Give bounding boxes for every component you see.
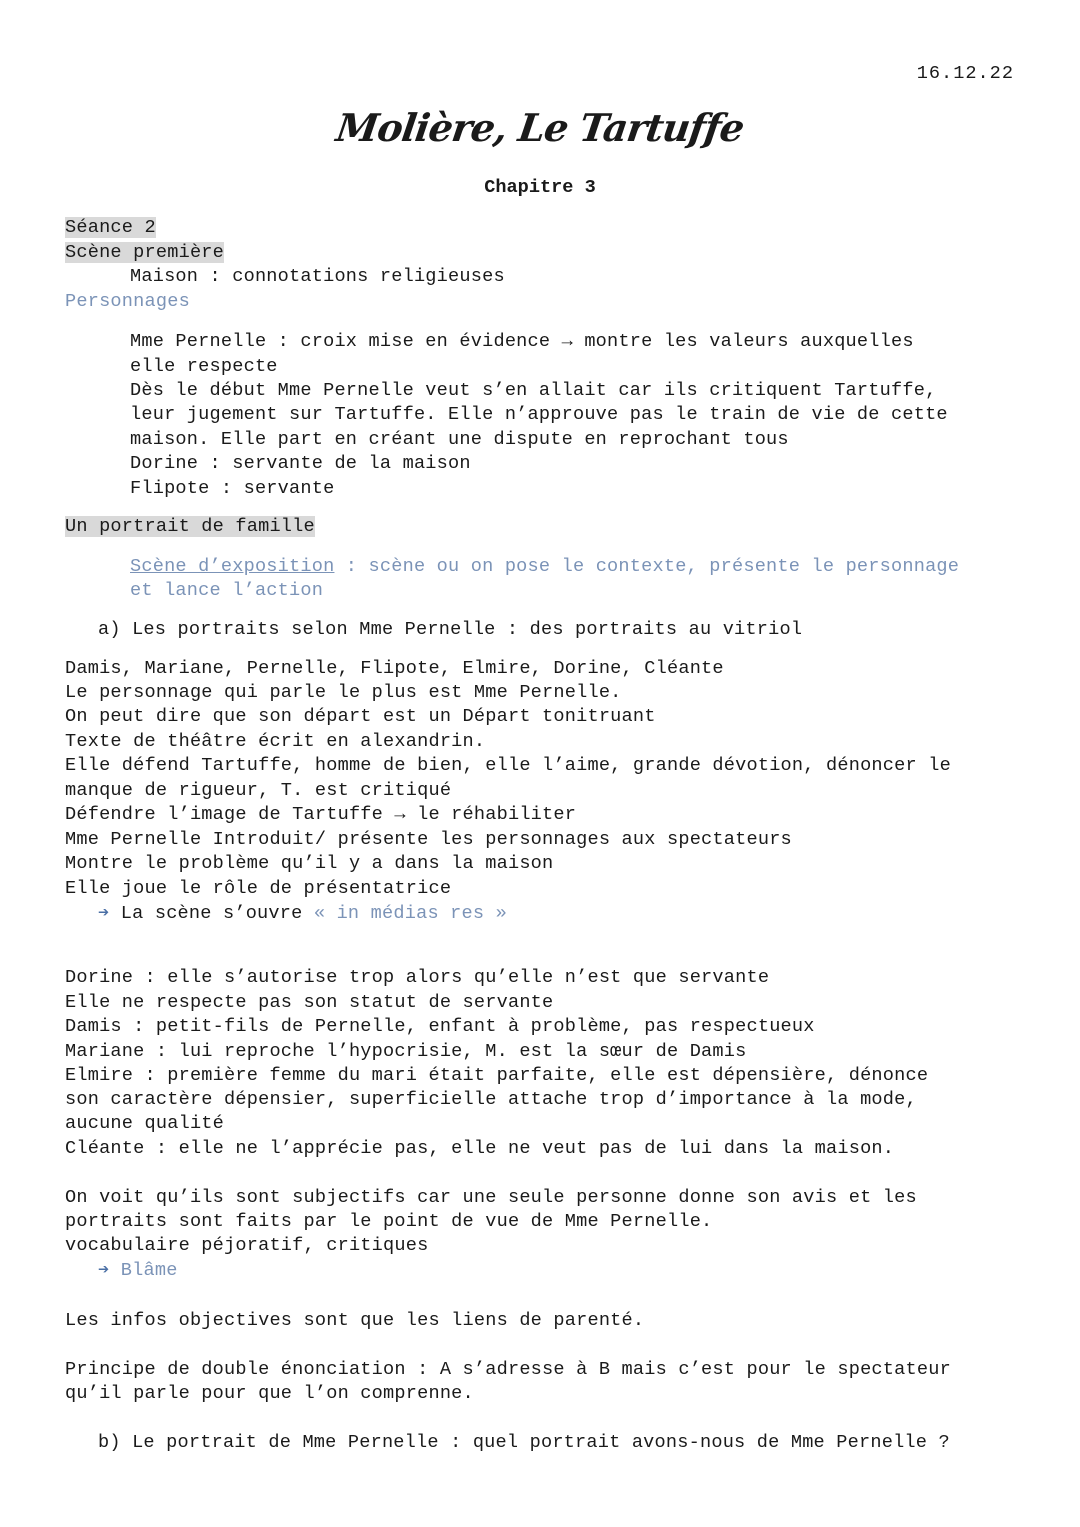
text-line: Mme Pernelle Introduit/ présente les personnages aux spectateurs: [65, 829, 792, 850]
portrait-heading: Un portrait de famille: [65, 516, 315, 537]
scene-heading: Scène première: [65, 242, 225, 263]
section-a-heading: a) Les portraits selon Mme Pernelle : des portraits au vitriol: [98, 619, 803, 640]
pernelle-line: elle respecte: [130, 356, 278, 377]
chapter-heading: Chapitre 3: [484, 177, 596, 198]
arrow-icon: ➔: [98, 1260, 110, 1281]
exposition-definition: Scène d’exposition : scène ou on pose le contexte, présente le personnage: [130, 556, 960, 577]
text-line: Les infos objectives sont que les liens de parenté.: [65, 1310, 645, 1331]
arrow-line: ➔ La scène s’ouvre « in médias res »: [98, 903, 507, 924]
date: 16.12.22: [916, 63, 1014, 84]
text-line: manque de rigueur, T. est critiqué: [65, 780, 452, 801]
arrow-icon: ➔: [98, 903, 110, 924]
text-line: On peut dire que son départ est un Départ tonitruant: [65, 706, 656, 727]
section-b-heading: b) Le portrait de Mme Pernelle : quel portrait avons-nous de Mme Pernelle ?: [98, 1432, 950, 1453]
arrow-line: ➔ Blâme: [98, 1260, 178, 1281]
text-line: Elle ne respecte pas son statut de servante: [65, 992, 554, 1013]
text-line: On voit qu’ils sont subjectifs car une seule personne donne son avis et les: [65, 1187, 917, 1208]
text-line: Elmire : première femme du mari était parfaite, elle est dépensière, dénonce: [65, 1065, 929, 1086]
text-line: son caractère dépensier, superficielle attache trop d’importance à la mode,: [65, 1089, 917, 1110]
pernelle-line: Mme Pernelle : croix mise en évidence → montre les valeurs auxquelles: [130, 331, 914, 352]
text-line: Cléante : elle ne l’apprécie pas, elle ne veut pas de lui dans la maison.: [65, 1138, 895, 1159]
maison-line: Maison : connotations religieuses: [130, 266, 505, 287]
exposition-definition-cont: et lance l’action: [130, 580, 324, 601]
text-line: qu’il parle pour que l’on comprenne.: [65, 1383, 474, 1404]
personnages-heading: Personnages: [65, 291, 190, 312]
text-line: Texte de théâtre écrit en alexandrin.: [65, 731, 486, 752]
pernelle-line: Dès le début Mme Pernelle veut s’en allait car ils critiquent Tartuffe,: [130, 380, 937, 401]
pernelle-line: Flipote : servante: [130, 478, 335, 499]
exposition-term: Scène d’exposition: [130, 556, 335, 577]
text-line: Damis : petit-fils de Pernelle, enfant à problème, pas respectueux: [65, 1016, 815, 1037]
text-line: Montre le problème qu’il y a dans la maison: [65, 853, 554, 874]
text-line: portraits sont faits par le point de vue de Mme Pernelle.: [65, 1211, 713, 1232]
text-line: Damis, Mariane, Pernelle, Flipote, Elmire, Dorine, Cléante: [65, 658, 724, 679]
text-line: aucune qualité: [65, 1113, 225, 1134]
text-line: Elle défend Tartuffe, homme de bien, elle l’aime, grande dévotion, dénoncer le: [65, 755, 951, 776]
pernelle-line: Dorine : servante de la maison: [130, 453, 471, 474]
seance-heading: Séance 2: [65, 217, 156, 238]
text-line: vocabulaire péjoratif, critiques: [65, 1235, 429, 1256]
page-title: Molière, Le Tartuffe: [333, 105, 747, 150]
pernelle-line: leur jugement sur Tartuffe. Elle n’approuve pas le train de vie de cette: [130, 404, 948, 425]
text-line: Principe de double énonciation : A s’adresse à B mais c’est pour le spectateur: [65, 1359, 951, 1380]
text-line: Mariane : lui reproche l’hypocrisie, M. est la sœur de Damis: [65, 1041, 747, 1062]
text-line: Le personnage qui parle le plus est Mme Pernelle.: [65, 682, 622, 703]
text-line: Défendre l’image de Tartuffe → le réhabiliter: [65, 804, 577, 825]
text-line: Elle joue le rôle de présentatrice: [65, 878, 452, 899]
text-line: Dorine : elle s’autorise trop alors qu’elle n’est que servante: [65, 967, 770, 988]
pernelle-line: maison. Elle part en créant une dispute en reprochant tous: [130, 429, 789, 450]
